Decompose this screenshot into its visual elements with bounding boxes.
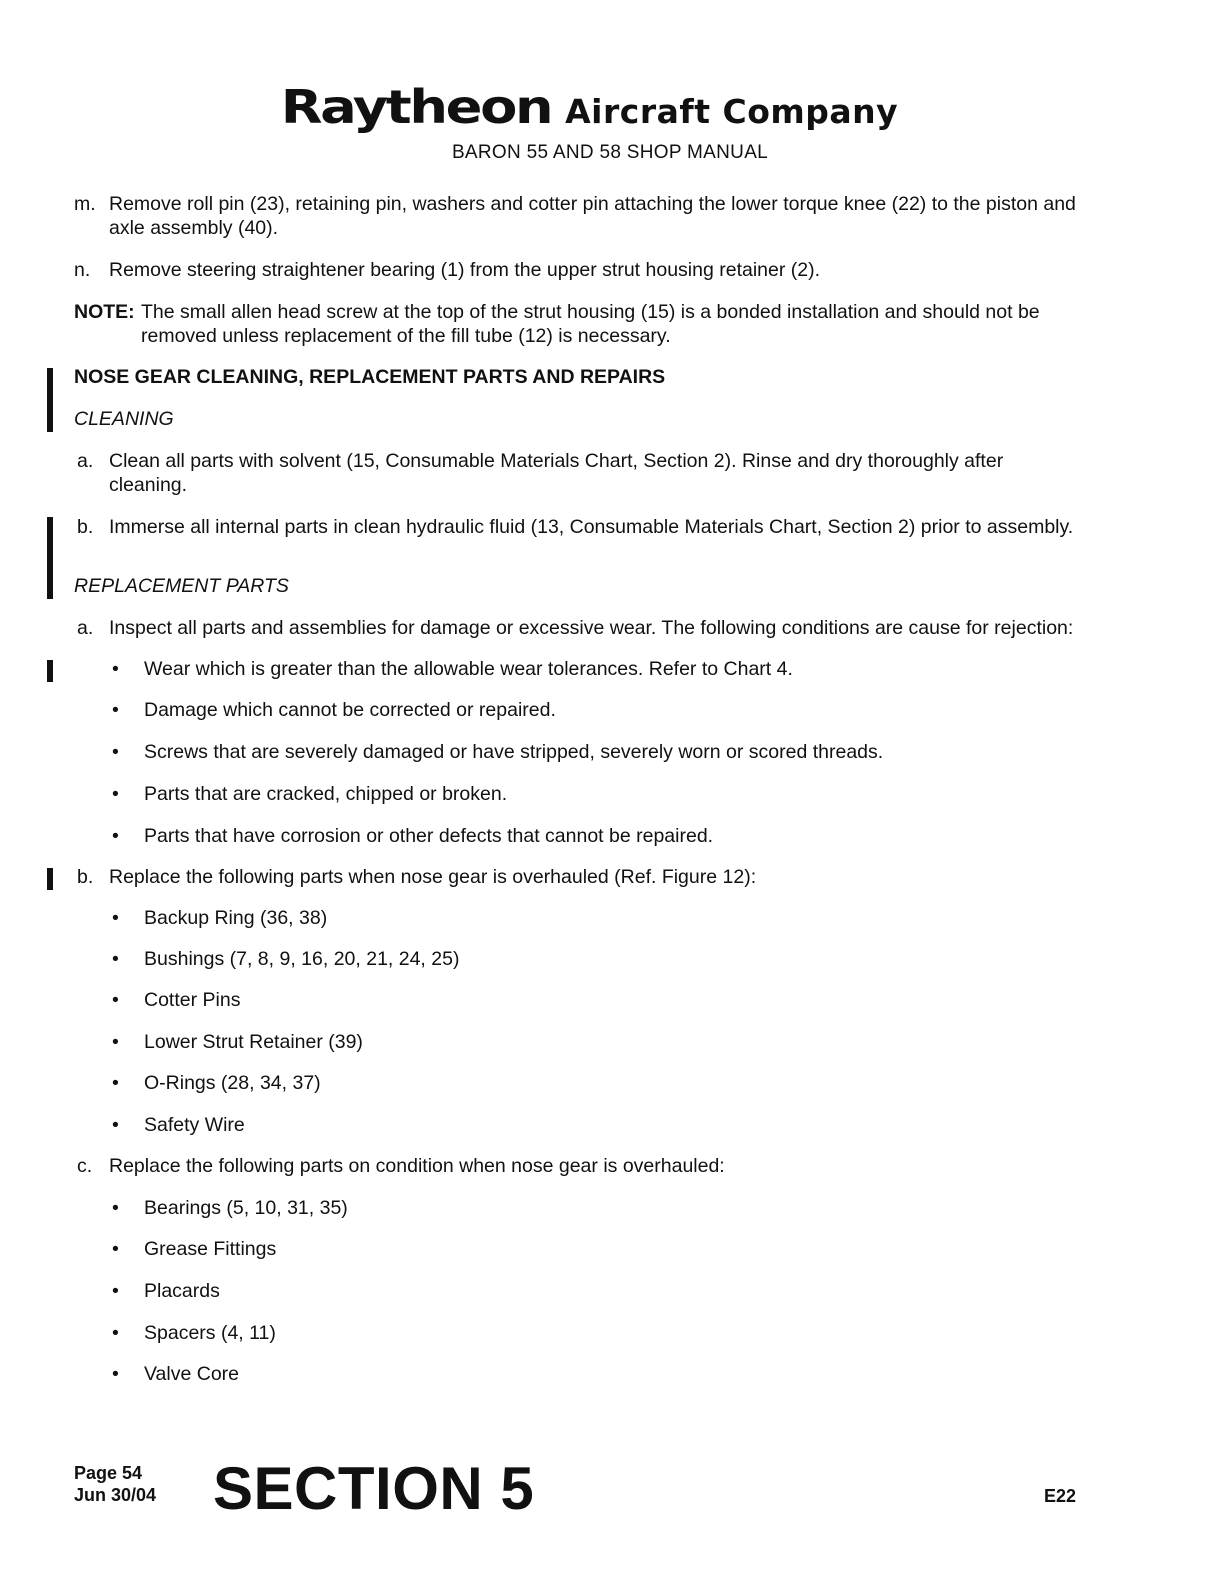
note-label: NOTE: [74,301,135,323]
item-text: Inspect all parts and assemblies for damage or excessive wear. The following conditions are cause for rejection: [109,617,1074,639]
bullet-text: Cotter Pins [144,989,241,1011]
bullet-text: O-Rings (28, 34, 37) [144,1072,321,1094]
bullet-glyph: • [112,1238,119,1260]
revision-date: Jun 30/04 [74,1485,157,1505]
page-header [0,80,1220,164]
company-logo [0,80,1220,134]
bullet-glyph: • [112,907,119,929]
bullet-text: Grease Fittings [144,1238,277,1260]
document-code: E22 [1044,1486,1077,1506]
item-text: Immerse all internal parts in clean hydraulic fluid (13, Consumable Materials Chart, Section 2) prior to assembly. [109,516,1074,538]
bullet-glyph: • [112,1280,119,1302]
brand-wordmark: Raytheon [280,80,552,134]
bullet-text: Parts that have corrosion or other defects that cannot be repaired. [144,825,714,847]
bullet-text: Valve Core [144,1363,240,1385]
bullet-text: Parts that are cracked, chipped or broken. [144,783,508,805]
bullet-glyph: • [112,1363,119,1385]
cleaning-heading: CLEANING [74,408,174,430]
note-text-cont: removed unless replacement of the fill tube (12) is necessary. [141,325,671,347]
item-label: b. [77,866,94,888]
bullet-text: Placards [144,1280,220,1302]
step-text-cont: axle assembly (40). [109,217,279,239]
revision-bar [47,868,53,890]
item-text: Replace the following parts when nose gear is overhauled (Ref. Figure 12): [109,866,757,888]
step-label: m. [74,193,96,215]
company-name: Aircraft Company [565,92,899,131]
page-footer-info [74,1462,156,1506]
bullet-glyph: • [112,948,119,970]
step-label: n. [74,259,91,281]
bullet-glyph: • [112,1322,119,1344]
item-text: Replace the following parts on condition when nose gear is overhauled: [109,1155,725,1177]
revision-bar [47,517,53,599]
bullet-glyph: • [112,699,119,721]
bullet-glyph: • [112,1197,119,1219]
bullet-text: Damage which cannot be corrected or repaired. [144,699,556,721]
bullet-glyph: • [112,658,119,680]
bullet-text: Spacers (4, 11) [144,1322,276,1344]
section-title: SECTION 5 [213,1455,535,1522]
section-heading: NOSE GEAR CLEANING, REPLACEMENT PARTS AND REPAIRS [74,366,666,388]
step-text: Remove roll pin (23), retaining pin, washers and cotter pin attaching the lower torque knee (22) to the piston and [109,193,1076,215]
bullet-text: Screws that are severely damaged or have stripped, severely worn or scored threads. [144,741,884,763]
page-number: Page 54 [74,1463,143,1483]
replacement-heading: REPLACEMENT PARTS [74,575,289,597]
revision-bar [47,368,53,432]
bullet-text: Safety Wire [144,1114,245,1136]
item-label: a. [77,617,94,639]
bullet-glyph: • [112,741,119,763]
bullet-text: Bearings (5, 10, 31, 35) [144,1197,348,1219]
item-text-cont: cleaning. [109,474,188,496]
bullet-text: Lower Strut Retainer (39) [144,1031,363,1053]
bullet-glyph: • [112,1072,119,1094]
bullet-glyph: • [112,989,119,1011]
item-label: b. [77,516,94,538]
step-text: Remove steering straightener bearing (1) from the upper strut housing retainer (2). [109,259,821,281]
note-text: The small allen head screw at the top of the strut housing (15) is a bonded installation and should not be [141,301,1040,323]
item-text: Clean all parts with solvent (15, Consumable Materials Chart, Section 2). Rinse and dry thoroughly after [109,450,1004,472]
bullet-text: Backup Ring (36, 38) [144,907,328,929]
item-label: a. [77,450,94,472]
bullet-text: Wear which is greater than the allowable wear tolerances. Refer to Chart 4. [144,658,793,680]
bullet-glyph: • [112,1114,119,1136]
bullet-glyph: • [112,783,119,805]
bullet-text: Bushings (7, 8, 9, 16, 20, 21, 24, 25) [144,948,460,970]
bullet-glyph: • [112,825,119,847]
revision-bar [47,660,53,682]
manual-title: BARON 55 AND 58 SHOP MANUAL [451,142,769,163]
bullet-glyph: • [112,1031,119,1053]
item-label: c. [77,1155,93,1177]
